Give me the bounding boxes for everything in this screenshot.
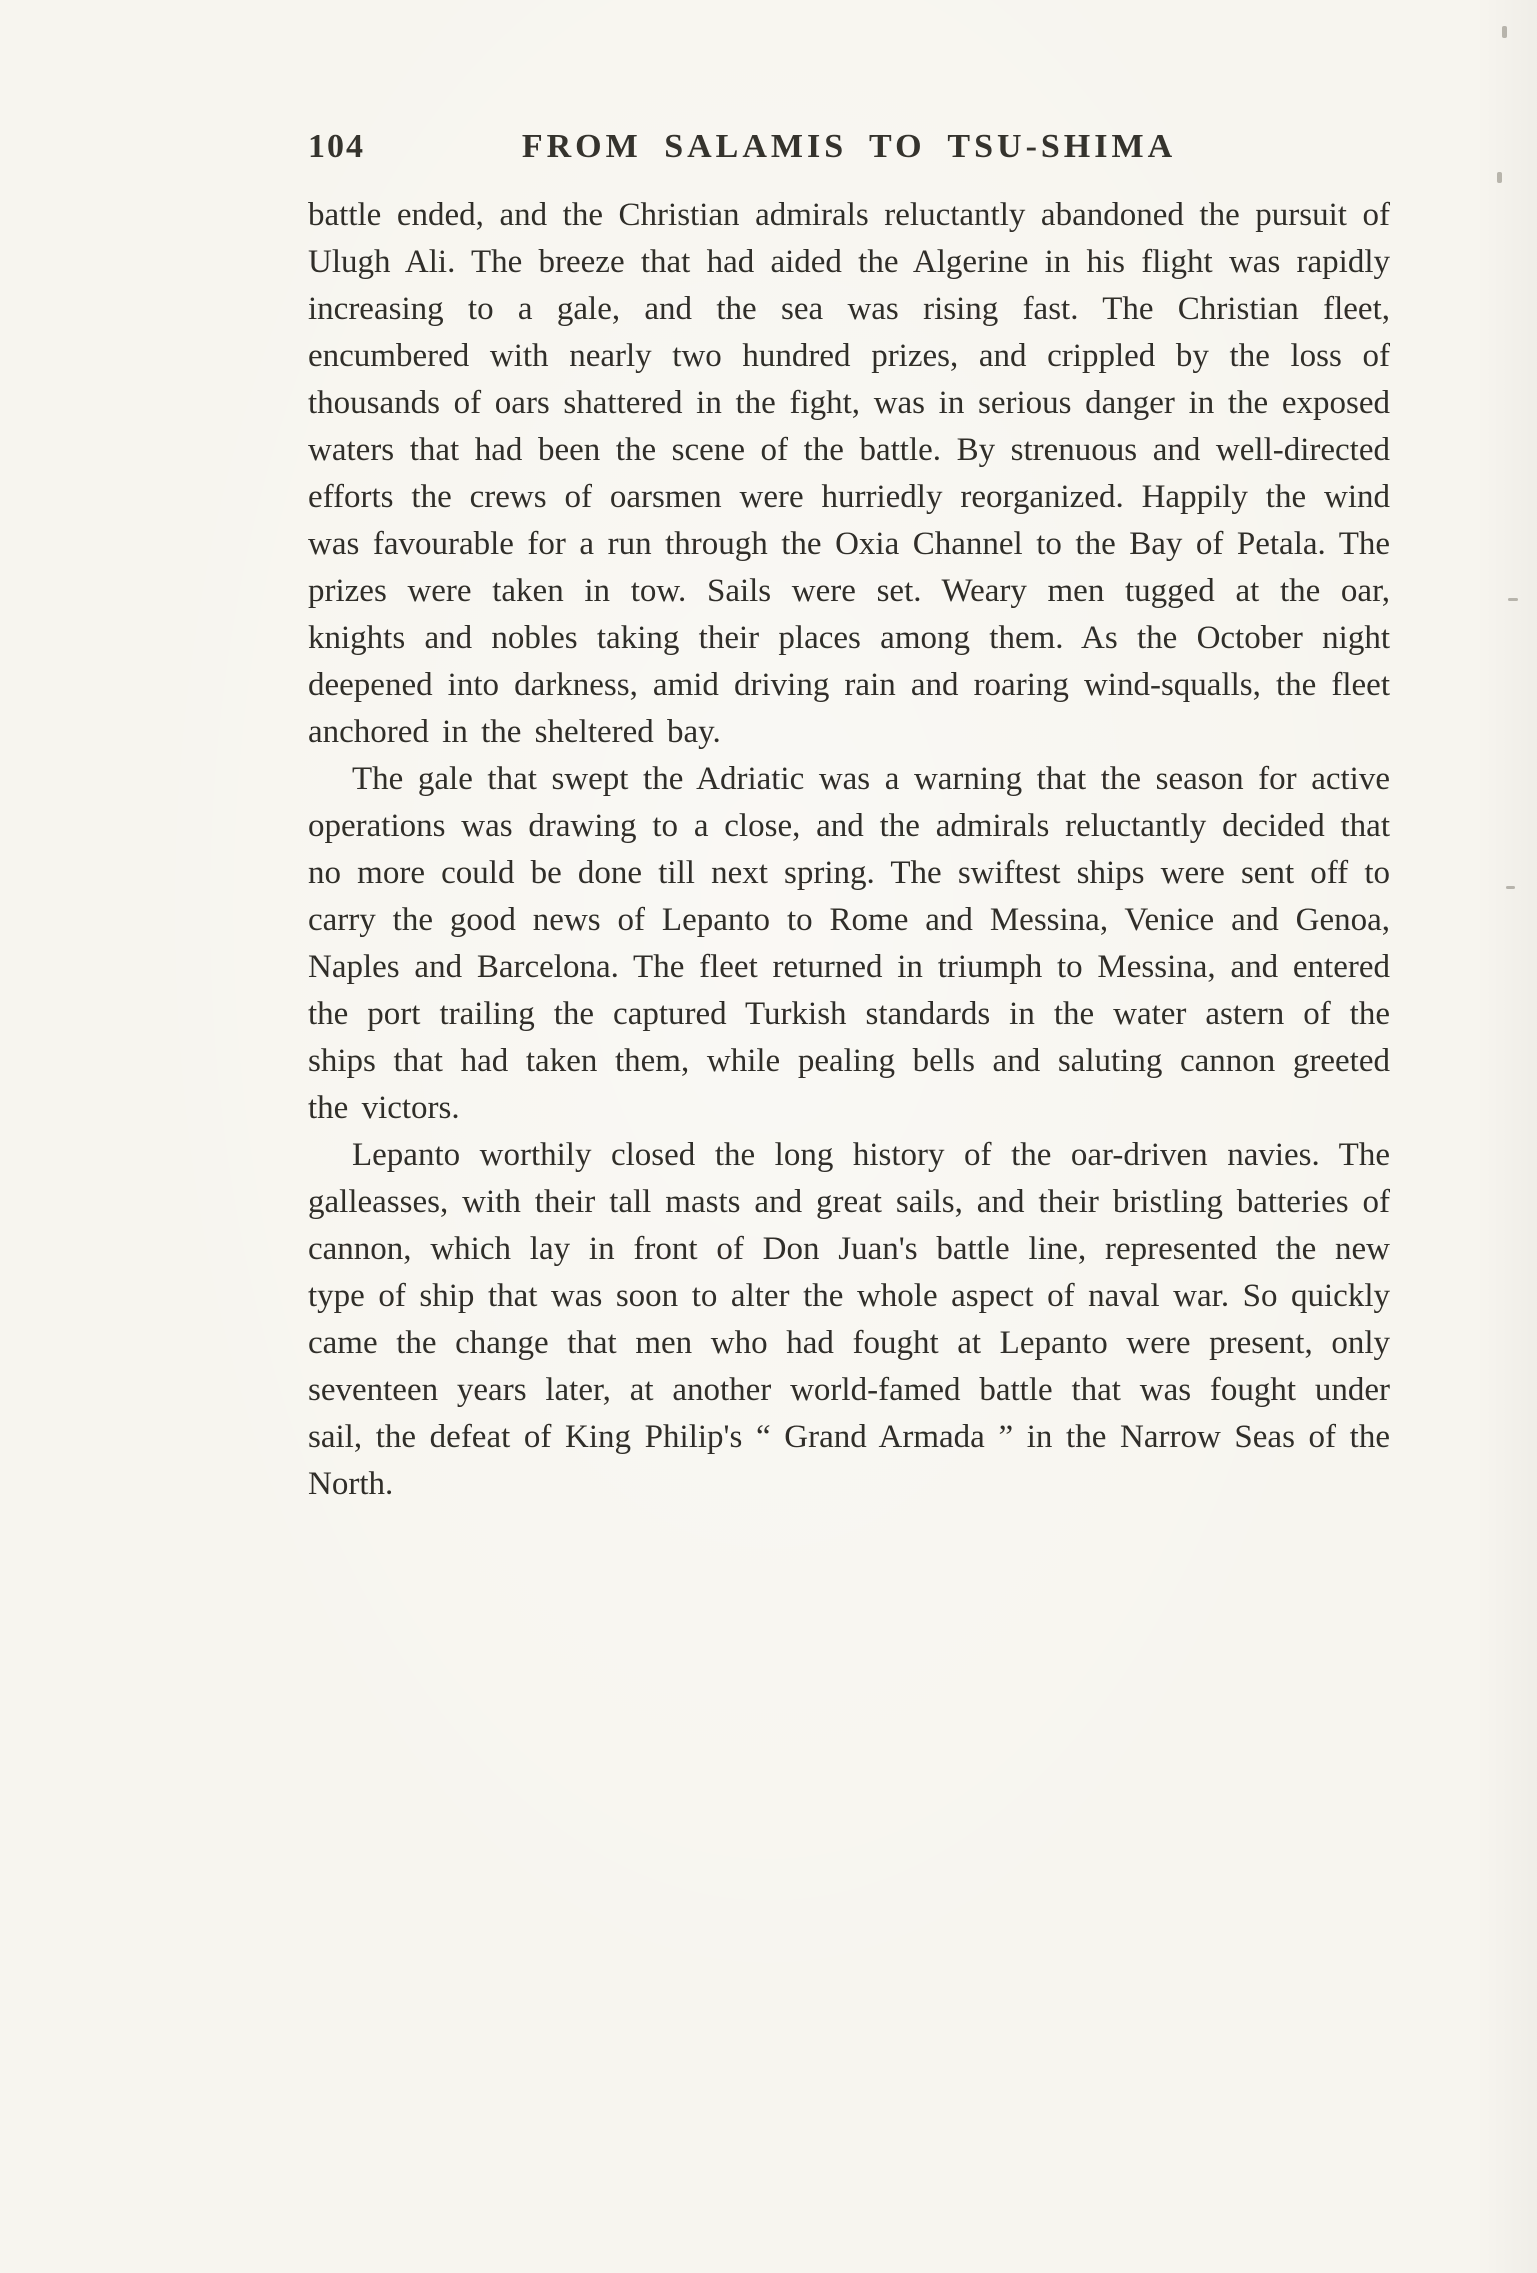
book-page <box>308 128 1390 1508</box>
scan-artifact <box>1497 172 1502 183</box>
paragraph-3: Lepanto worthily closed the long history of the oar-driven navies. The galleasses, with their tall masts and great sails, and their bristling batteries of cannon, which lay in front of Don Juan's battle line, represented the new type of ship that was soon to alter the whole aspect of naval war. So quickly came the change that men who had fought at Lepanto were present, only seventeen years later, at another world-famed battle that was fought under sail, the defeat of King Philip's “ Grand Armada ” in the Narrow Seas of the North. <box>308 1137 1390 1502</box>
running-title: FROM SALAMIS TO TSU-SHIMA <box>521 128 1177 165</box>
scan-artifact <box>1508 598 1518 601</box>
page-header <box>308 128 1390 192</box>
page-body <box>308 192 1390 1508</box>
page-number: 104 <box>308 128 365 165</box>
paragraph-2: The gale that swept the Adriatic was a warning that the season for active operations was drawing to a close, and the admirals reluctantly decided that no more could be done till next spring. The swiftest ships were sent off to carry the good news of Lepanto to Rome and Messina, Venice and Genoa, Naples and Barcelona. The fleet returned in triumph to Messina, and entered the port trailing the captured Turkish standards in the water astern of the ships that had taken them, while pealing bells and saluting cannon greeted the victors. <box>308 761 1390 1126</box>
scan-artifact <box>1502 26 1507 38</box>
scan-artifact <box>1506 886 1515 889</box>
paragraph-1: battle ended, and the Christian admirals reluctantly abandoned the pursuit of Ulugh Ali. The breeze that had aided the Algerine in his flight was rapidly increasing to a gale, and the sea was rising fast. The Christian fleet, encumbered with nearly two hundred prizes, and crippled by the loss of thousands of oars shattered in the fight, was in serious danger in the exposed waters that had been the scene of the battle. By strenuous and well-directed efforts the crews of oarsmen were hurriedly reorganized. Happily the wind was favourable for a run through the Oxia Channel to the Bay of Petala. The prizes were taken in tow. Sails were set. Weary men tugged at the oar, knights and nobles taking their places among them. As the October night deepened into darkness, amid driving rain and roaring wind-squalls, the fleet anchored in the sheltered bay. <box>308 197 1390 750</box>
